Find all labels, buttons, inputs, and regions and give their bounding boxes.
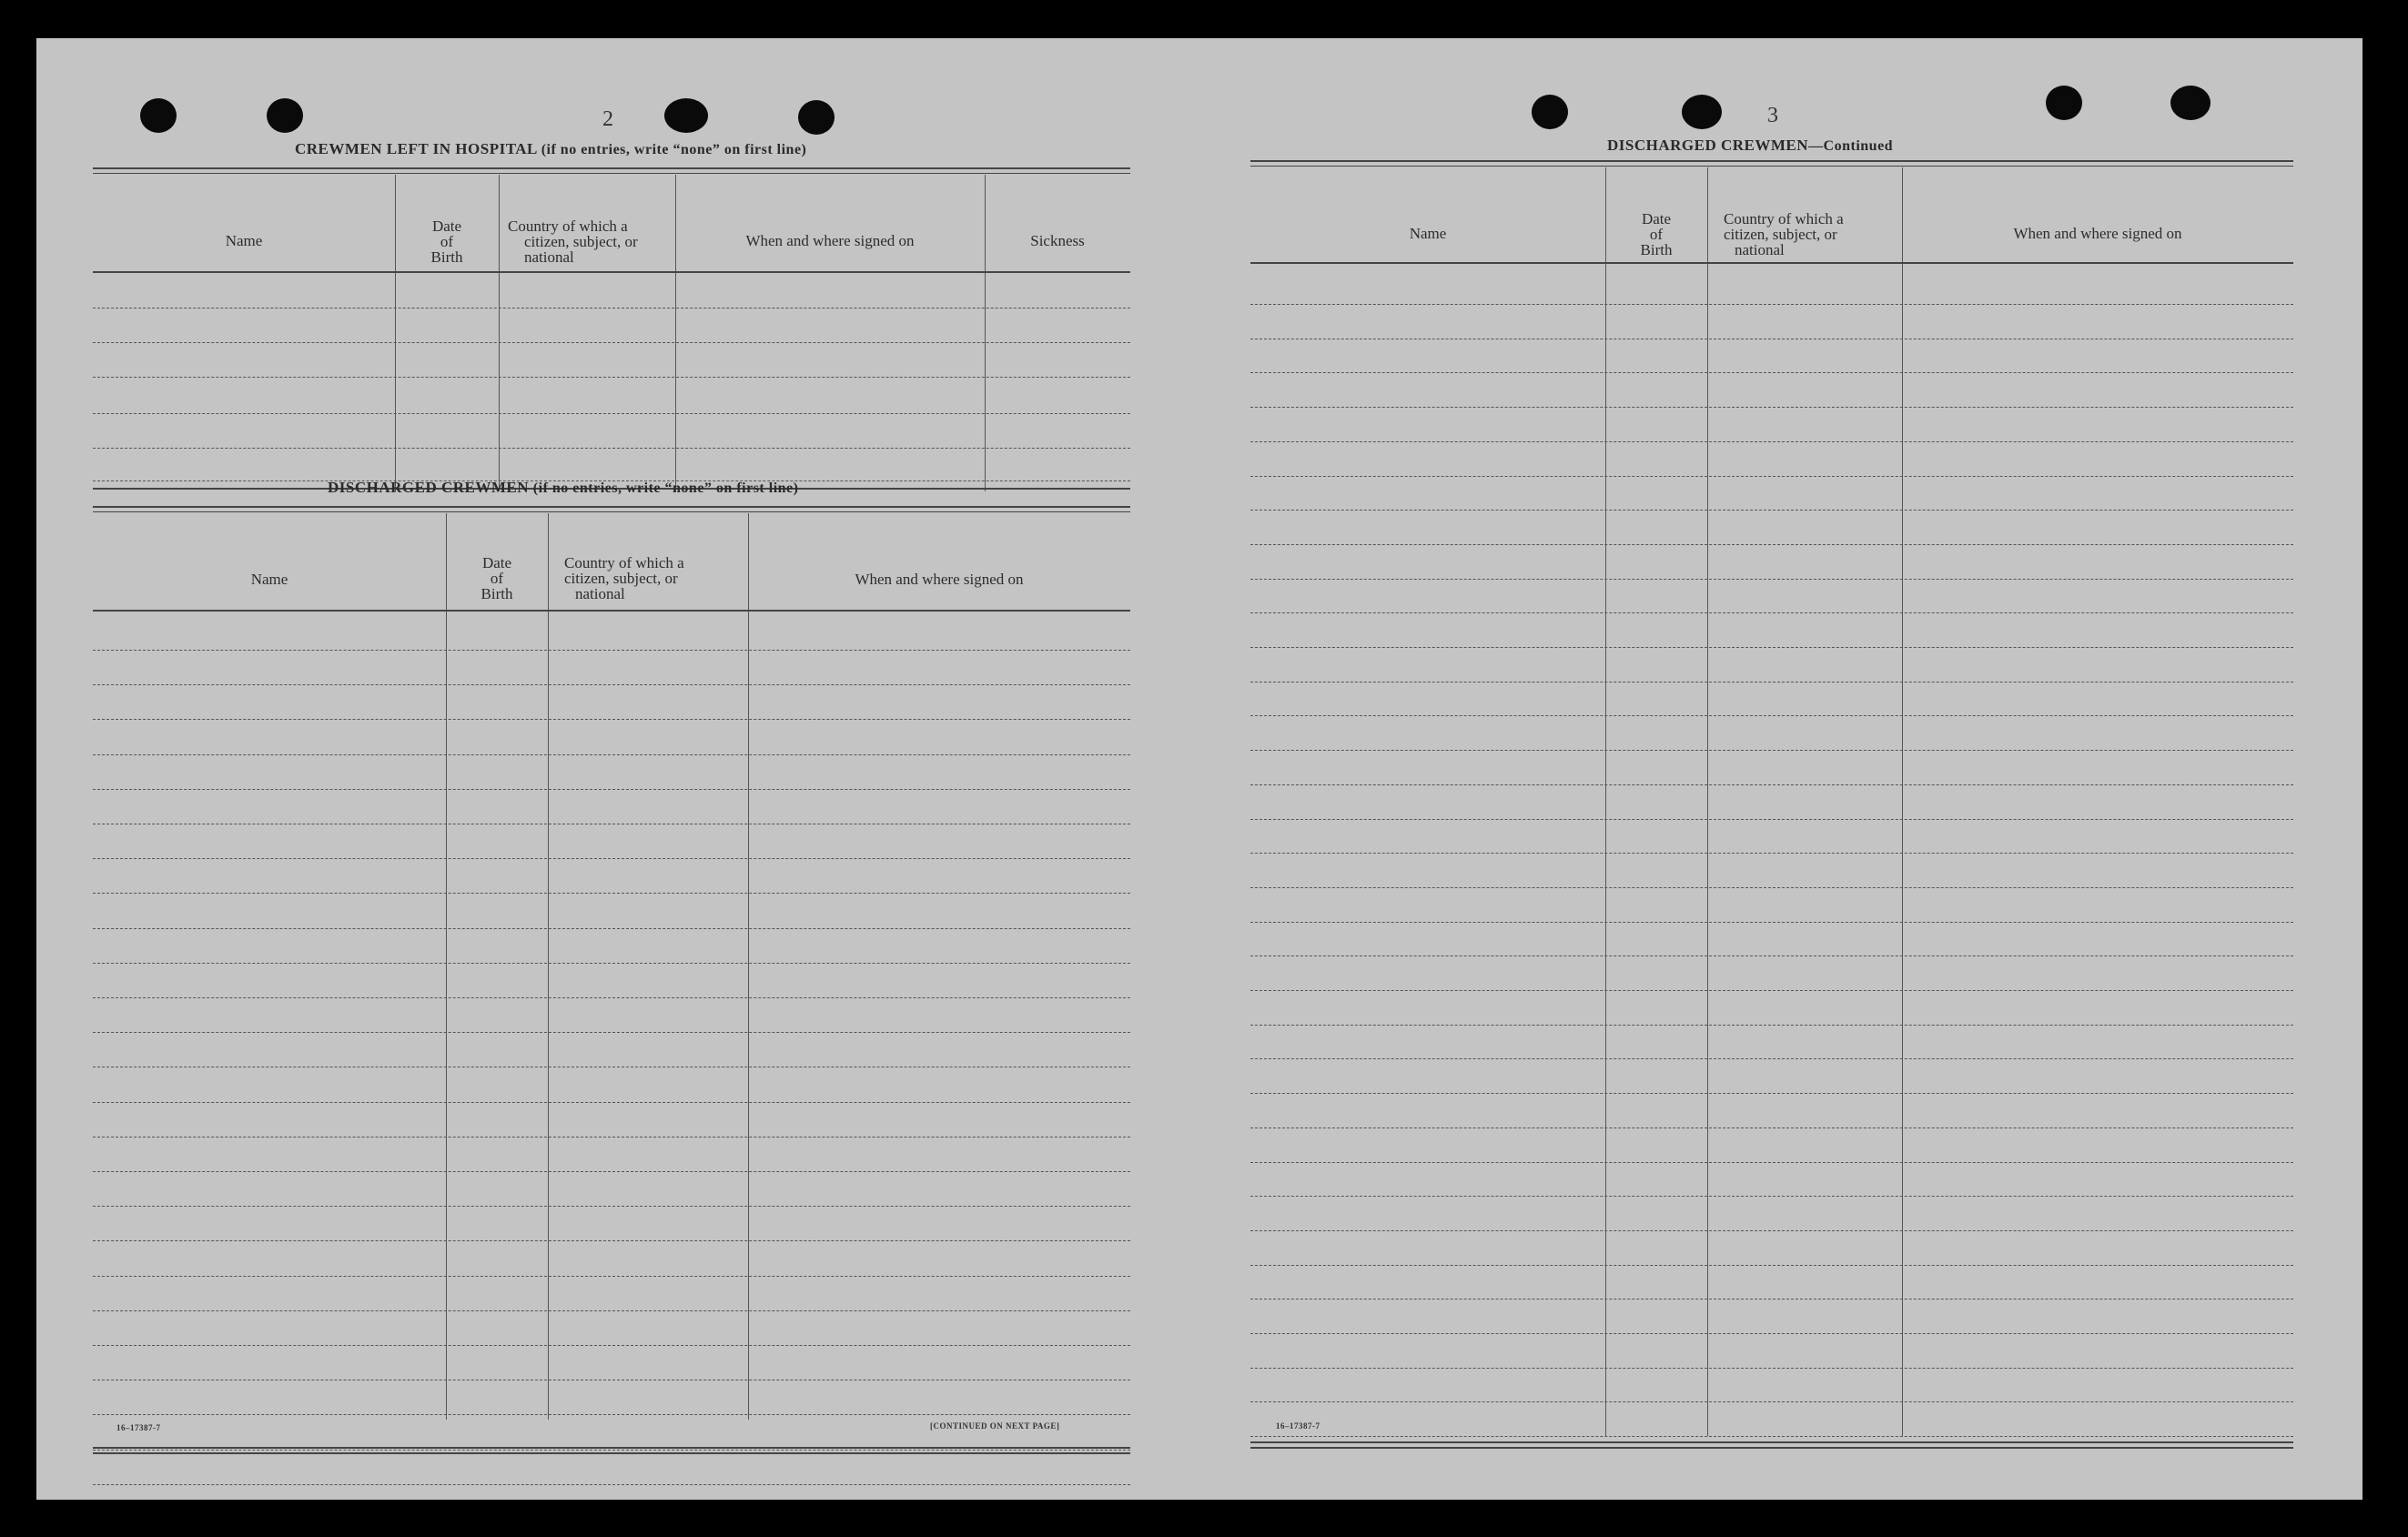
- punch-hole: [798, 100, 835, 135]
- country-line: citizen, subject, or: [524, 233, 638, 250]
- col-header-date-of-birth: [395, 218, 499, 265]
- punch-hole: [267, 98, 303, 133]
- entry-line: [93, 789, 1130, 790]
- col-header-signed-on: When and where signed on: [745, 232, 915, 249]
- hospital-table: [93, 175, 1130, 491]
- country-line: Country of which a: [564, 554, 684, 571]
- col-divider: [1605, 167, 1606, 1436]
- punch-hole: [140, 98, 177, 133]
- entry-line: [1250, 647, 2293, 648]
- country-line: citizen, subject, or: [564, 570, 678, 587]
- country-line: national: [1735, 241, 1785, 258]
- entry-line: [1250, 1025, 2293, 1026]
- punch-hole: [1682, 95, 1722, 129]
- table-bottom-rule: [1250, 1447, 2293, 1449]
- entry-line: [93, 719, 1130, 720]
- col-header-name: Name: [225, 232, 263, 249]
- entry-line: [93, 1032, 1130, 1033]
- dob-line: of: [440, 233, 454, 250]
- col-divider: [1707, 167, 1708, 1436]
- entry-line: [93, 754, 1130, 755]
- entry-line: [93, 1450, 1130, 1451]
- country-line: Country of which a: [508, 217, 628, 235]
- entry-line: [93, 1414, 1130, 1415]
- entry-line: [93, 963, 1130, 964]
- entry-line: [1250, 1230, 2293, 1231]
- entry-line: [1250, 784, 2293, 785]
- discharged-continued-title: [1607, 137, 1893, 155]
- entry-line: [93, 413, 1130, 414]
- entry-line: [1250, 1058, 2293, 1059]
- discharged-top-rule: [93, 506, 1130, 512]
- table-bottom-rule: [93, 1447, 1130, 1449]
- entry-line: [1250, 372, 2293, 373]
- country-line: Country of which a: [1724, 210, 1844, 228]
- punch-hole: [2170, 86, 2211, 120]
- entry-line: [1250, 441, 2293, 442]
- entry-line: [1250, 510, 2293, 511]
- dob-line: Date: [431, 217, 462, 235]
- entry-line: [93, 928, 1130, 929]
- entry-line: [1250, 1436, 2293, 1437]
- dob-line: Birth: [481, 585, 513, 602]
- dob-line: of: [490, 570, 504, 587]
- continued-note: [CONTINUED ON NEXT PAGE]: [930, 1421, 1060, 1431]
- col-header-date-of-birth: [446, 555, 548, 602]
- header-bottom-rule: [93, 271, 1130, 273]
- entry-line: [93, 1206, 1130, 1207]
- discharged-continued-title-text: DISCHARGED CREWMEN: [1607, 137, 1809, 154]
- entry-line: [1250, 612, 2293, 613]
- hospital-section-title: [295, 140, 806, 158]
- entry-line: [1250, 579, 2293, 580]
- table-bottom-rule: [93, 1452, 1130, 1454]
- dob-line: Birth: [1640, 241, 1673, 258]
- entry-line: [1250, 853, 2293, 854]
- entry-line: [1250, 544, 2293, 545]
- entry-line: [1250, 1196, 2293, 1197]
- country-line: national: [524, 248, 574, 266]
- continued-label: —Continued: [1808, 138, 1894, 154]
- col-header-country: [1716, 211, 1902, 258]
- entry-line: [93, 1171, 1130, 1172]
- col-header-signed-on: When and where signed on: [855, 571, 1024, 588]
- discharged-instruction: (if no entries, write “none” on first line): [532, 480, 799, 496]
- entry-line: [1250, 304, 2293, 305]
- document-sheet: [36, 38, 2362, 1500]
- punch-hole: [664, 98, 708, 133]
- country-line: national: [575, 585, 625, 602]
- entry-line: [1250, 1333, 2293, 1334]
- entry-line: [1250, 1368, 2293, 1369]
- col-header-date-of-birth: [1605, 211, 1707, 258]
- header-bottom-rule: [1250, 262, 2293, 264]
- dob-line: Birth: [430, 248, 463, 266]
- col-divider: [499, 175, 500, 491]
- entry-line: [93, 1345, 1130, 1346]
- col-divider: [985, 175, 986, 491]
- table-bottom-rule: [1250, 1441, 2293, 1443]
- entry-line: [1250, 819, 2293, 820]
- col-header-sickness: Sickness: [1030, 232, 1085, 249]
- col-header-country: [508, 218, 675, 265]
- entry-line: [1250, 750, 2293, 751]
- entry-line: [93, 448, 1130, 449]
- entry-line: [1250, 887, 2293, 888]
- right-top-rule: [1250, 160, 2293, 167]
- dob-line: Date: [481, 554, 512, 571]
- punch-hole: [2046, 86, 2082, 120]
- entry-line: [93, 997, 1130, 998]
- page-number-left: 2: [602, 107, 613, 131]
- entry-line: [1250, 682, 2293, 683]
- col-header-signed-on: When and where signed on: [2013, 225, 2182, 242]
- country-line: citizen, subject, or: [1724, 226, 1837, 243]
- entry-line: [1250, 1401, 2293, 1402]
- entry-line: [1250, 1093, 2293, 1094]
- entry-line: [1250, 1265, 2293, 1266]
- entry-line: [93, 1484, 1130, 1485]
- punch-hole: [1532, 95, 1568, 129]
- page-number-right: 3: [1767, 104, 1778, 127]
- discharged-section-title: [328, 479, 798, 497]
- hospital-top-rule: [93, 167, 1130, 174]
- col-header-name: Name: [250, 571, 288, 588]
- entry-line: [1250, 407, 2293, 408]
- entry-line: [93, 1102, 1130, 1103]
- entry-line: [93, 650, 1130, 651]
- col-header-name: Name: [1409, 225, 1447, 242]
- form-number-right: 16–17387-7: [1276, 1421, 1320, 1431]
- dob-line: Date: [1641, 210, 1672, 228]
- discharged-title-text: DISCHARGED CREWMEN: [328, 479, 530, 496]
- header-bottom-rule: [93, 610, 1130, 612]
- col-divider: [1902, 167, 1903, 1436]
- entry-line: [1250, 476, 2293, 477]
- entry-line: [1250, 1127, 2293, 1128]
- entry-line: [93, 1240, 1130, 1241]
- col-header-country: [557, 555, 748, 602]
- entry-line: [1250, 715, 2293, 716]
- entry-line: [93, 377, 1130, 378]
- discharged-table: [93, 513, 1130, 1447]
- discharged-continued-table: [1250, 167, 2293, 1452]
- entry-line: [93, 1137, 1130, 1138]
- dob-line: of: [1649, 226, 1664, 243]
- col-divider: [675, 175, 676, 491]
- hospital-title-text: CREWMEN LEFT IN HOSPITAL: [295, 140, 537, 157]
- hospital-instruction: (if no entries, write “none” on first line): [541, 142, 807, 157]
- entry-line: [93, 858, 1130, 859]
- entry-line: [1250, 922, 2293, 923]
- form-number-left: 16–17387-7: [116, 1423, 161, 1432]
- entry-line: [1250, 1162, 2293, 1163]
- entry-line: [93, 1276, 1130, 1277]
- entry-line: [93, 342, 1130, 343]
- entry-line: [1250, 990, 2293, 991]
- entry-line: [93, 893, 1130, 894]
- entry-line: [93, 1310, 1130, 1311]
- entry-line: [93, 684, 1130, 685]
